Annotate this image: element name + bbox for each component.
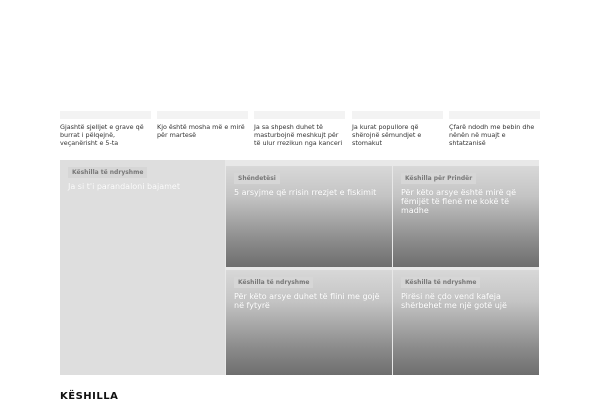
article-title-link[interactable]: Ja kurat popullore që shërojnë sëmundjet e stomakut xyxy=(352,123,422,147)
featured-title-link[interactable]: Ja si t'i parandaloni bajamet xyxy=(68,182,180,191)
featured-title-link[interactable]: Pirësi në çdo vend kafeja shërbehet me një gotë ujë xyxy=(401,292,507,310)
featured-image[interactable] xyxy=(60,160,225,375)
related-articles-strip xyxy=(60,111,540,151)
article-card[interactable] xyxy=(449,111,540,147)
category-badge[interactable]: Këshilla të ndryshme xyxy=(234,277,313,288)
featured-title-link[interactable]: Për këto arsye është mirë që fëmijët të flenë me kokë të madhe xyxy=(401,188,517,215)
featured-article-tile[interactable] xyxy=(393,270,539,375)
article-card[interactable] xyxy=(254,111,345,147)
featured-article-tile[interactable] xyxy=(226,166,392,267)
featured-article-tile[interactable] xyxy=(393,166,539,267)
article-title-link[interactable]: Gjashtë sjelljet e grave që burrat i pëlqejnë, veçanërisht e 5-ta xyxy=(60,123,144,147)
article-title-link[interactable]: Kjo është mosha më e mirë për martesë xyxy=(157,123,245,139)
article-thumbnail[interactable] xyxy=(157,111,248,119)
article-thumbnail[interactable] xyxy=(254,111,345,119)
featured-title-link[interactable]: 5 arsyjme që rrisin rrezjet e fiskimit xyxy=(234,188,377,197)
article-thumbnail[interactable] xyxy=(449,111,540,119)
article-thumbnail[interactable] xyxy=(60,111,151,119)
article-card[interactable] xyxy=(60,111,151,147)
article-thumbnail[interactable] xyxy=(352,111,443,119)
category-badge[interactable]: Këshilla të ndryshme xyxy=(68,167,147,178)
section-heading: KËSHILLA xyxy=(60,391,119,400)
category-badge[interactable]: Këshilla të ndryshme xyxy=(401,277,480,288)
featured-article-tile[interactable] xyxy=(226,270,392,375)
article-card[interactable] xyxy=(352,111,443,147)
featured-article-big[interactable] xyxy=(60,160,225,375)
article-title-link[interactable]: Çfarë ndodh me bebin dhe nënën në muajt e shtatzanisë xyxy=(449,123,535,147)
featured-title-link[interactable]: Për këto arsye duhet të flini me gojë në fytyrë xyxy=(234,292,380,310)
category-badge[interactable]: Shëndetësi xyxy=(234,173,280,184)
article-title-link[interactable]: Ja sa shpesh duhet të masturbojnë meshkujt për të ulur rrezikun nga kanceri xyxy=(254,123,343,147)
article-card[interactable] xyxy=(157,111,248,139)
category-badge[interactable]: Këshilla për Prindër xyxy=(401,173,476,184)
